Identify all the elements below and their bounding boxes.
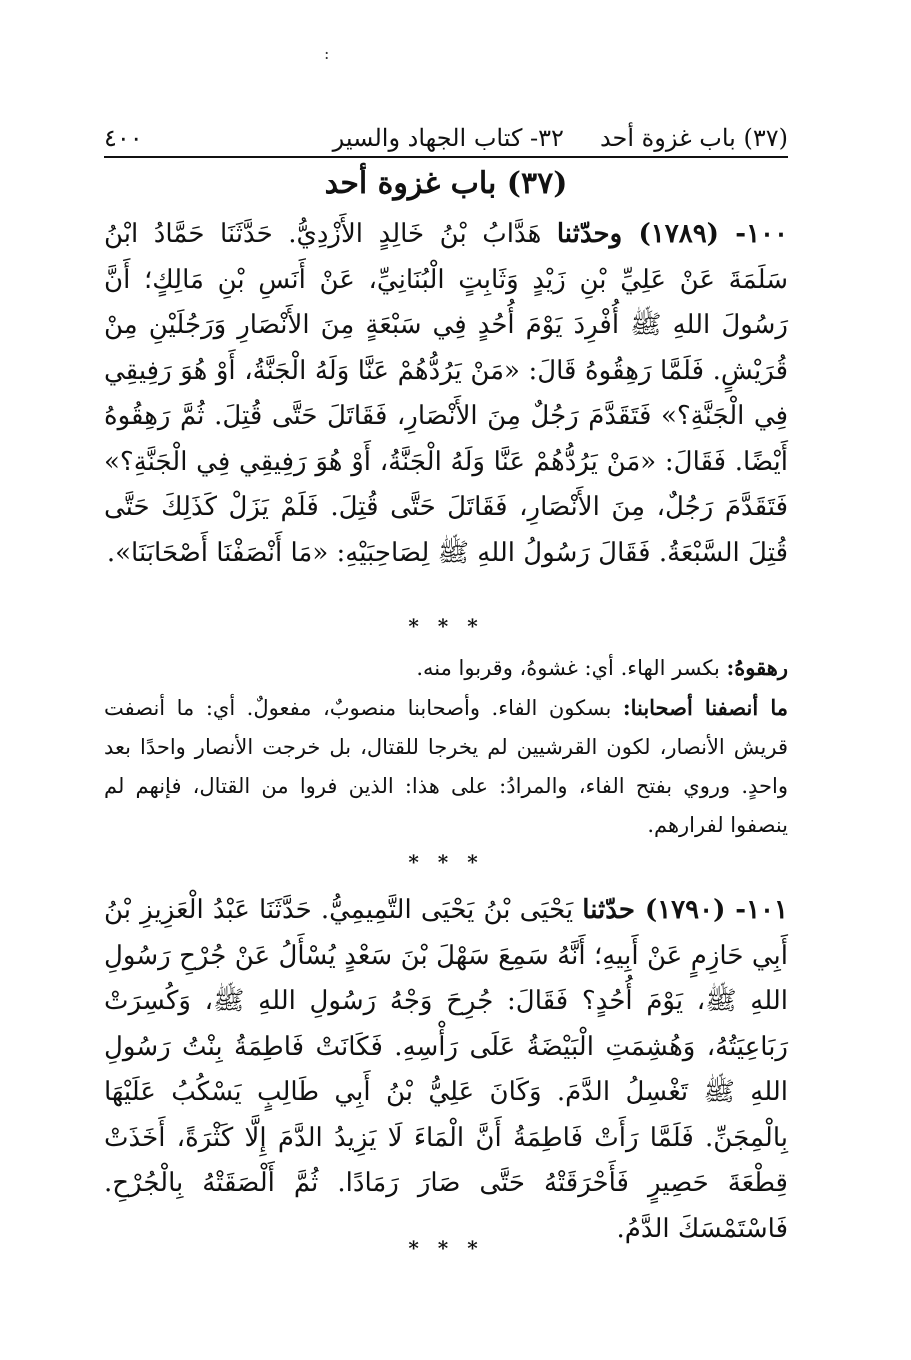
note-1 xyxy=(104,648,788,688)
separator: * * * xyxy=(408,850,484,874)
hadith-1790-lead: ١٠١- (١٧٩٠) حدّثنا xyxy=(582,895,788,925)
note-1-term: رهقوهُ: xyxy=(726,655,788,680)
separator: * * * xyxy=(408,1236,484,1260)
hadith-1789-lead: ١٠٠- (١٧٨٩) وحدّثنا xyxy=(556,219,788,249)
note-2-term: ما أنصفنا أصحابنا: xyxy=(622,695,788,720)
page-mark: : xyxy=(324,44,330,63)
chapter-heading: (٣٧) باب غزوة أحد xyxy=(324,166,568,201)
header-chapter-title: (٣٧) باب غزوة أحد xyxy=(599,124,788,152)
hadith-1789 xyxy=(104,212,788,576)
note-1-text: بكسر الهاء. أي: غشوهُ، وقربوا منه. xyxy=(416,656,727,680)
note-2-text: بسكون الفاء. وأصحابنا منصوبٌ، مفعولٌ. أي: ما أنصفت قريش الأنصار، لكون القرشيين لم يخرجا للقتال، بل خرجت الأنصار واحدًا بعد واحدٍ. وروي بفتح الفاء، والمرادُ: على هذا: الذين فروا من القتال، فإنهم لم ينصفوا لفرارهم. xyxy=(104,696,788,837)
separator: * * * xyxy=(408,614,484,638)
running-header xyxy=(104,112,788,158)
header-book-title: ٣٢- كتاب الجهاد والسير xyxy=(332,124,564,152)
page-number: ٤٠٠ xyxy=(104,124,143,152)
hadith-1790-text: يَحْيَى بْنُ يَحْيَى التَّمِيمِيُّ. حَدَّثَنَا عَبْدُ الْعَزِيزِ بْنُ أَبِي حَازِمٍ عَنْ أَبِيهِ؛ أَنَّهُ سَمِعَ سَهْلَ بْنَ سَعْدٍ يُسْأَلُ عَنْ جُرْحِ رَسُولِ اللهِ ﷺ، يَوْمَ أُحُدٍ؟ فَقَالَ: جُرِحَ وَجْهُ رَسُولِ اللهِ ﷺ، وَكُسِرَتْ رَبَاعِيَتُهُ، وَهُشِمَتِ الْبَيْضَةُ عَلَى رَأْسِهِ. فَكَانَتْ فَاطِمَةُ بِنْتُ رَسُولِ اللهِ ﷺ تَغْسِلُ الدَّمَ. وَكَانَ عَلِيُّ بْنُ أَبِي طَالِبٍ يَسْكُبُ عَلَيْهَا بِالْمِجَنِّ. فَلَمَّا رَأَتْ فَاطِمَةُ أَنَّ الْمَاءَ لَا يَزِيدُ الدَّمَ إِلَّا كَثْرَةً، أَخَذَتْ قِطْعَةَ حَصِيرٍ فَأَحْرَقَتْهُ حَتَّى صَارَ رَمَادًا. ثُمَّ أَلْصَقَتْهُ بِالْجُرْحِ. فَاسْتَمْسَكَ الدَّمُ. xyxy=(104,895,788,1244)
header-titles xyxy=(333,124,788,152)
hadith-1790 xyxy=(104,888,788,1252)
note-2 xyxy=(104,688,788,845)
hadith-1789-text: هَدَّابُ بْنُ خَالِدٍ الأَزْدِيُّ. حَدَّثَنَا حَمَّادُ ابْنُ سَلَمَةَ عَنْ عَلِيِّ بْنِ زَيْدٍ وَثَابِتٍ الْبُنَانِيِّ، عَنْ أَنَسِ بْنِ مَالِكٍ؛ أَنَّ رَسُولَ اللهِ ﷺ أُفْرِدَ يَوْمَ أُحُدٍ فِي سَبْعَةٍ مِنَ الأَنْصَارِ وَرَجُلَيْنِ مِنْ قُرَيْشٍ. فَلَمَّا رَهِقُوهُ قَالَ: «مَنْ يَرُدُّهُمْ عَنَّا وَلَهُ الْجَنَّةُ، أَوْ هُوَ رَفِيقِي فِي الْجَنَّةِ؟» فَتَقَدَّمَ رَجُلٌ مِنَ الأَنْصَارِ، فَقَاتَلَ حَتَّى قُتِلَ. ثُمَّ رَهِقُوهُ أَيْضًا. فَقَالَ: «مَنْ يَرُدُّهُمْ عَنَّا وَلَهُ الْجَنَّةُ، أَوْ هُوَ رَفِيقِي فِي الْجَنَّةِ؟» فَتَقَدَّمَ رَجُلٌ، مِنَ الأَنْصَارِ، فَقَاتَلَ حَتَّى قُتِلَ. فَلَمْ يَزَلْ كَذَلِكَ حَتَّى قُتِلَ السَّبْعَةُ. فَقَالَ رَسُولُ اللهِ ﷺ لِصَاحِبَيْهِ: «مَا أَنْصَفْنَا أَصْحَابَنَا». xyxy=(104,219,788,568)
footnotes xyxy=(104,648,788,845)
